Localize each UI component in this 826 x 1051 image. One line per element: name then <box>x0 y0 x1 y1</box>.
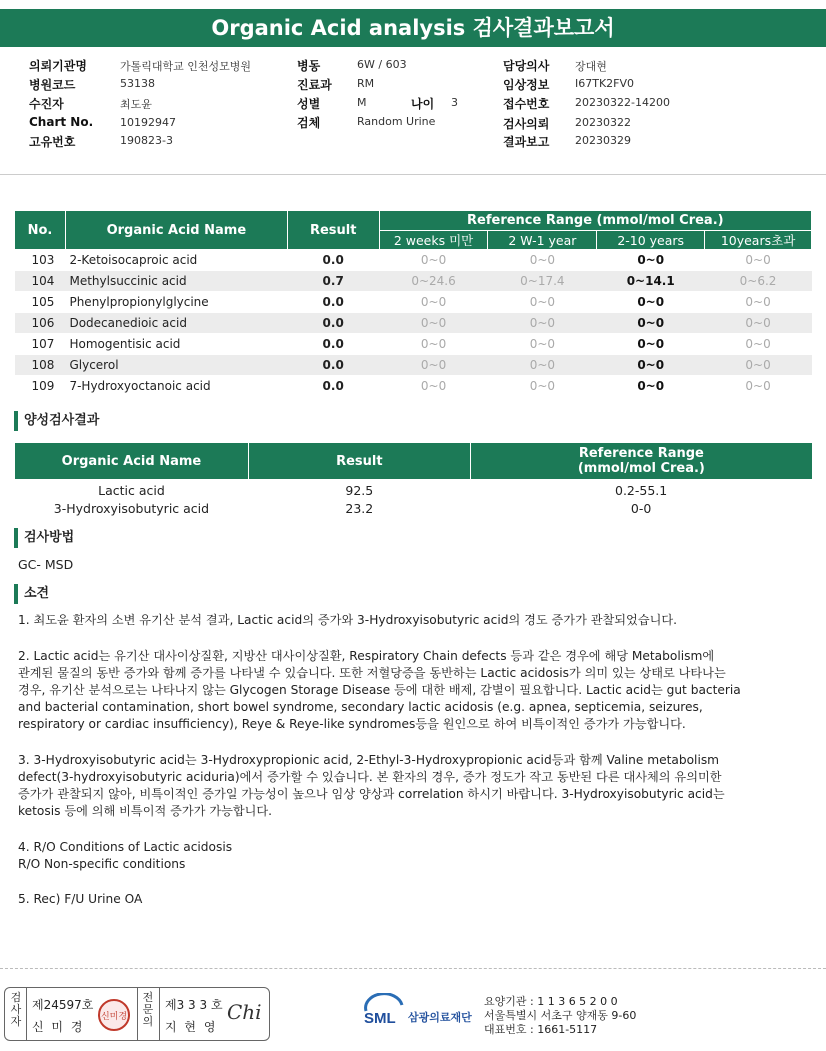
hospcode-label: 병원코드 <box>29 78 76 92</box>
opinion-line: 4. R/O Conditions of Lactic acidosis <box>18 840 233 854</box>
cell-ref: 0~0 <box>488 355 597 376</box>
cell-no: 108 <box>15 355 66 376</box>
report-label: 결과보고 <box>503 135 550 149</box>
tech-seal-text: 신미경 <box>100 1012 128 1022</box>
opinion-line: ketosis 등에 의해 비특이적 증가가 가능합니다. <box>18 804 273 818</box>
specimen-value: Random Urine <box>357 115 436 128</box>
col-name: Organic Acid Name <box>65 211 287 250</box>
cell-result: 0.7 <box>287 271 379 292</box>
cell-ref: 0~24.6 <box>379 271 488 292</box>
cell-result: 0.0 <box>287 292 379 313</box>
opinion-paragraph-3 <box>18 752 808 820</box>
opinion-paragraph-4 <box>18 839 808 873</box>
ref-header-line2: (mmol/mol Crea.) <box>577 461 705 476</box>
cell-ref: 0-0 <box>630 500 652 516</box>
ref-header-line1: Reference Range <box>578 446 704 461</box>
opinion-line: 1. 최도윤 환자의 소변 유기산 분석 결과, Lactic acid의 증가와 3-Hydroxyisobutyric acid의 경도 증가가 관찰되었습니다. <box>18 613 678 627</box>
cell-ref: 0~0 <box>488 292 597 313</box>
org-contact <box>484 995 636 1037</box>
tech-seal-icon <box>97 998 131 1032</box>
cell-ref: 0~0 <box>597 250 705 271</box>
age-value: 3 <box>451 96 458 109</box>
table-row <box>15 334 812 355</box>
cell-no: 106 <box>15 313 66 334</box>
cell-ref: 0~14.1 <box>597 271 705 292</box>
col-ref-2w1y: 2 W-1 year <box>488 231 597 250</box>
cell-ref: 0~0 <box>705 355 812 376</box>
specimen-label: 검체 <box>297 116 321 130</box>
doctor-license: 제3 3 3 호 <box>165 998 223 1012</box>
opinion-paragraph-1 <box>18 612 808 629</box>
chart-value: 10192947 <box>120 116 176 129</box>
cell-ref: 0~0 <box>597 334 705 355</box>
cell-ref: 0~0 <box>597 376 705 397</box>
cell-ref: 0~0 <box>705 292 812 313</box>
cell-ref: 0~0 <box>379 250 488 271</box>
col-ref-range <box>470 443 812 479</box>
opinion-paragraph-5 <box>18 891 808 908</box>
table-row <box>15 355 812 376</box>
sex-label: 성별 <box>297 97 321 111</box>
cell-ref: 0~0 <box>705 313 812 334</box>
opinion-line: 증가가 관찰되지 않아, 비특이적인 증가일 가능성이 높으나 임상 양상과 correlation 하시기 바랍니다. 3-Hydroxyisobutyric acid는 <box>18 787 725 801</box>
opinion-line: 2. Lactic acid는 유기산 대사이상질환, 지방산 대사이상질환, Respiratory Chain defects 등과 같은 경우에 해당 Metabolism에 <box>18 649 715 663</box>
cell-ref: 0~0 <box>379 355 488 376</box>
opinion-section-title: 소견 <box>14 584 49 604</box>
org-name: 삼광의료재단 <box>408 1011 472 1024</box>
table-row <box>15 313 812 334</box>
cell-ref: 0~0 <box>379 334 488 355</box>
cell-ref: 0~0 <box>597 292 705 313</box>
cell-result: 92.5 <box>345 482 374 498</box>
opinion-line: 3. 3-Hydroxyisobutyric acid는 3-Hydroxypropionic acid, 2-Ethyl-3-Hydroxypropionic acid등과 함께 Valine metabolism <box>18 753 720 767</box>
cell-ref: 0~0 <box>379 376 488 397</box>
positive-table <box>14 443 812 517</box>
cell-result: 0.0 <box>287 355 379 376</box>
opinion-line: R/O Non-specific conditions <box>18 857 186 871</box>
doctor-vertical-label: 전문의 <box>142 991 154 1028</box>
cell-result: 23.2 <box>345 500 374 516</box>
cell-no: 105 <box>15 292 66 313</box>
col-ref-10y: 10years초과 <box>705 231 812 250</box>
cell-ref: 0~0 <box>488 334 597 355</box>
cell-no: 109 <box>15 376 66 397</box>
report-title: Organic Acid analysis 검사결과보고서 <box>0 9 826 47</box>
sex-value: M <box>357 96 367 109</box>
cell-ref: 0~0 <box>379 313 488 334</box>
tech-vertical-label: 검사자 <box>10 991 22 1028</box>
cell-name: Dodecanedioic acid <box>65 313 287 334</box>
organic-acid-table <box>14 210 812 397</box>
cell-ref: 0~0 <box>597 313 705 334</box>
table-row <box>15 376 812 397</box>
doctor-name: 지 현 영 <box>165 1020 218 1034</box>
table-row <box>15 479 813 499</box>
org-code: 요양기관 : 1 1 3 6 5 2 0 0 <box>484 995 618 1008</box>
opinion-line: defect(3-hydroxyisobutyric aciduria)에서 증가할 수 있습니다. 본 환자의 경우, 증가 정도가 작고 동반된 다른 대사체의 유의미한 <box>18 770 722 784</box>
method-value: GC- MSD <box>18 557 74 572</box>
receipt-label: 접수번호 <box>503 97 550 111</box>
receipt-value: 20230322-14200 <box>575 96 670 109</box>
cell-name: Glycerol <box>65 355 287 376</box>
patient-value: 최도윤 <box>120 98 152 111</box>
cell-result: 0.0 <box>287 250 379 271</box>
col-no: No. <box>15 211 66 250</box>
hospital-label: 의뢰기관명 <box>29 59 87 73</box>
opinion-line: respiratory or cardiac insufficiency), Reye & Reye-like syndromes등을 원인으로 하여 비특이적인 증가가 가능합니다. <box>18 717 686 731</box>
divider <box>0 174 826 175</box>
request-label: 검사의뢰 <box>503 117 550 131</box>
cell-no: 104 <box>15 271 66 292</box>
dept-value: RM <box>357 77 375 90</box>
col-ref-range: Reference Range (mmol/mol Crea.) <box>379 211 811 231</box>
cell-name: Lactic acid <box>98 482 165 498</box>
ward-label: 병동 <box>297 59 321 73</box>
dept-label: 진료과 <box>297 78 332 92</box>
cell-ref: 0.2-55.1 <box>615 482 668 498</box>
cell-ref: 0~0 <box>488 313 597 334</box>
col-result: Result <box>248 443 470 479</box>
divider <box>159 988 160 1040</box>
patient-label: 수진자 <box>29 97 64 111</box>
footer <box>0 978 826 1051</box>
col-ref-2-10y: 2-10 years <box>597 231 705 250</box>
doctor-signature: Chi <box>227 1000 262 1024</box>
positive-section-title: 양성검사결과 <box>14 411 99 431</box>
opinion-paragraph-2 <box>18 648 808 733</box>
col-name: Organic Acid Name <box>15 443 249 479</box>
table-row <box>15 292 812 313</box>
col-result: Result <box>287 211 379 250</box>
tech-name: 신 미 경 <box>32 1020 85 1034</box>
ward-value: 6W / 603 <box>357 58 407 71</box>
opinion-line: 5. Rec) F/U Urine OA <box>18 892 143 906</box>
cell-ref: 0~17.4 <box>488 271 597 292</box>
org-address: 서울특별시 서초구 양재동 9-60 <box>484 1009 637 1022</box>
method-section-title: 검사방법 <box>14 528 74 548</box>
divider <box>137 988 138 1040</box>
request-value: 20230322 <box>575 116 631 129</box>
cell-ref: 0~0 <box>379 292 488 313</box>
clinical-label: 임상정보 <box>503 78 550 92</box>
org-phone: 대표번호 : 1661-5117 <box>484 1023 598 1036</box>
report-value: 20230329 <box>575 134 631 147</box>
table-row <box>15 271 812 292</box>
hospital-value: 가톨릭대학교 인천성모병원 <box>120 60 252 73</box>
age-label: 나이 <box>411 97 435 111</box>
divider <box>26 988 27 1040</box>
sml-logo-text: SML <box>364 1010 396 1027</box>
cell-ref: 0~0 <box>597 355 705 376</box>
cell-no: 103 <box>15 250 66 271</box>
cell-result: 0.0 <box>287 313 379 334</box>
cell-name: 7-Hydroxyoctanoic acid <box>65 376 287 397</box>
doctor-value: 장대현 <box>575 60 607 73</box>
cell-ref: 0~0 <box>488 376 597 397</box>
cell-name: Phenylpropionylglycine <box>65 292 287 313</box>
cell-name: Homogentisic acid <box>65 334 287 355</box>
signature-box <box>4 987 270 1041</box>
sml-logo <box>362 993 472 1033</box>
hospcode-value: 53138 <box>120 77 155 90</box>
table-row <box>15 250 812 271</box>
opinion-line: 관계된 물질의 동반 증가와 함께 증가를 나타낼 수 있습니다. 또한 저혈당증을 동반하는 Lactic acidosis가 의미 있는 상태로 나타나는 <box>18 666 726 680</box>
col-ref-2weeks: 2 weeks 미만 <box>379 231 488 250</box>
sml-logo-icon <box>362 993 406 1029</box>
uid-value: 190823-3 <box>120 134 173 147</box>
doctor-label: 담당의사 <box>503 59 550 73</box>
cell-ref: 0~0 <box>488 250 597 271</box>
uid-label: 고유번호 <box>29 135 76 149</box>
chart-label: Chart No. <box>29 115 94 129</box>
cell-result: 0.0 <box>287 376 379 397</box>
table-row <box>15 499 813 517</box>
opinion-line: and bacterial contamination, short bowel syndrome, secondary lactic acidosis (e.g. apnea, septicemia, seizures, <box>18 700 703 714</box>
cell-name: 3-Hydroxyisobutyric acid <box>53 500 210 516</box>
footer-divider <box>0 968 826 969</box>
tech-license: 제24597호 <box>32 998 94 1012</box>
cell-ref: 0~0 <box>705 250 812 271</box>
opinion-line: 경우, 유기산 분석으로는 나타나지 않는 Glycogen Storage Disease 등에 대한 배제, 감별이 필요합니다. Lactic acid는 gut bacteria <box>18 683 741 697</box>
cell-name: 2-Ketoisocaproic acid <box>65 250 287 271</box>
cell-ref: 0~6.2 <box>705 271 812 292</box>
cell-ref: 0~0 <box>705 334 812 355</box>
cell-name: Methylsuccinic acid <box>65 271 287 292</box>
cell-no: 107 <box>15 334 66 355</box>
clinical-value: I67TK2FV0 <box>575 77 635 90</box>
cell-result: 0.0 <box>287 334 379 355</box>
cell-ref: 0~0 <box>705 376 812 397</box>
